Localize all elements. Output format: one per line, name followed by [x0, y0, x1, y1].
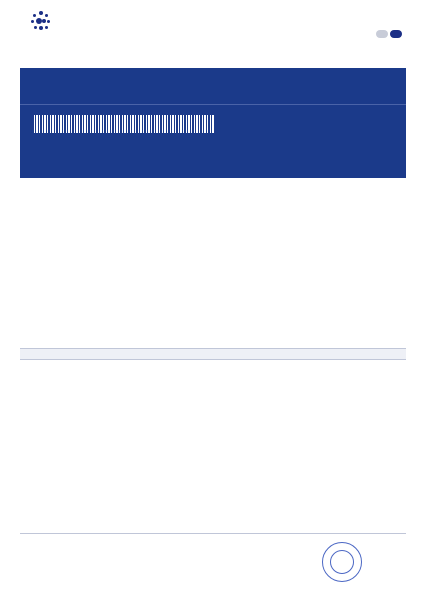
footer-divider — [20, 533, 406, 534]
report-info-band — [20, 68, 406, 178]
page-indicator — [376, 30, 402, 38]
band-divider — [20, 104, 406, 105]
results-table-header — [20, 348, 406, 360]
page-total — [390, 30, 402, 38]
barcode — [34, 115, 214, 133]
eurofins-dots-icon — [30, 10, 52, 32]
page-current — [376, 30, 388, 38]
eurofins-logo — [30, 10, 56, 32]
official-seal-icon — [322, 542, 362, 582]
